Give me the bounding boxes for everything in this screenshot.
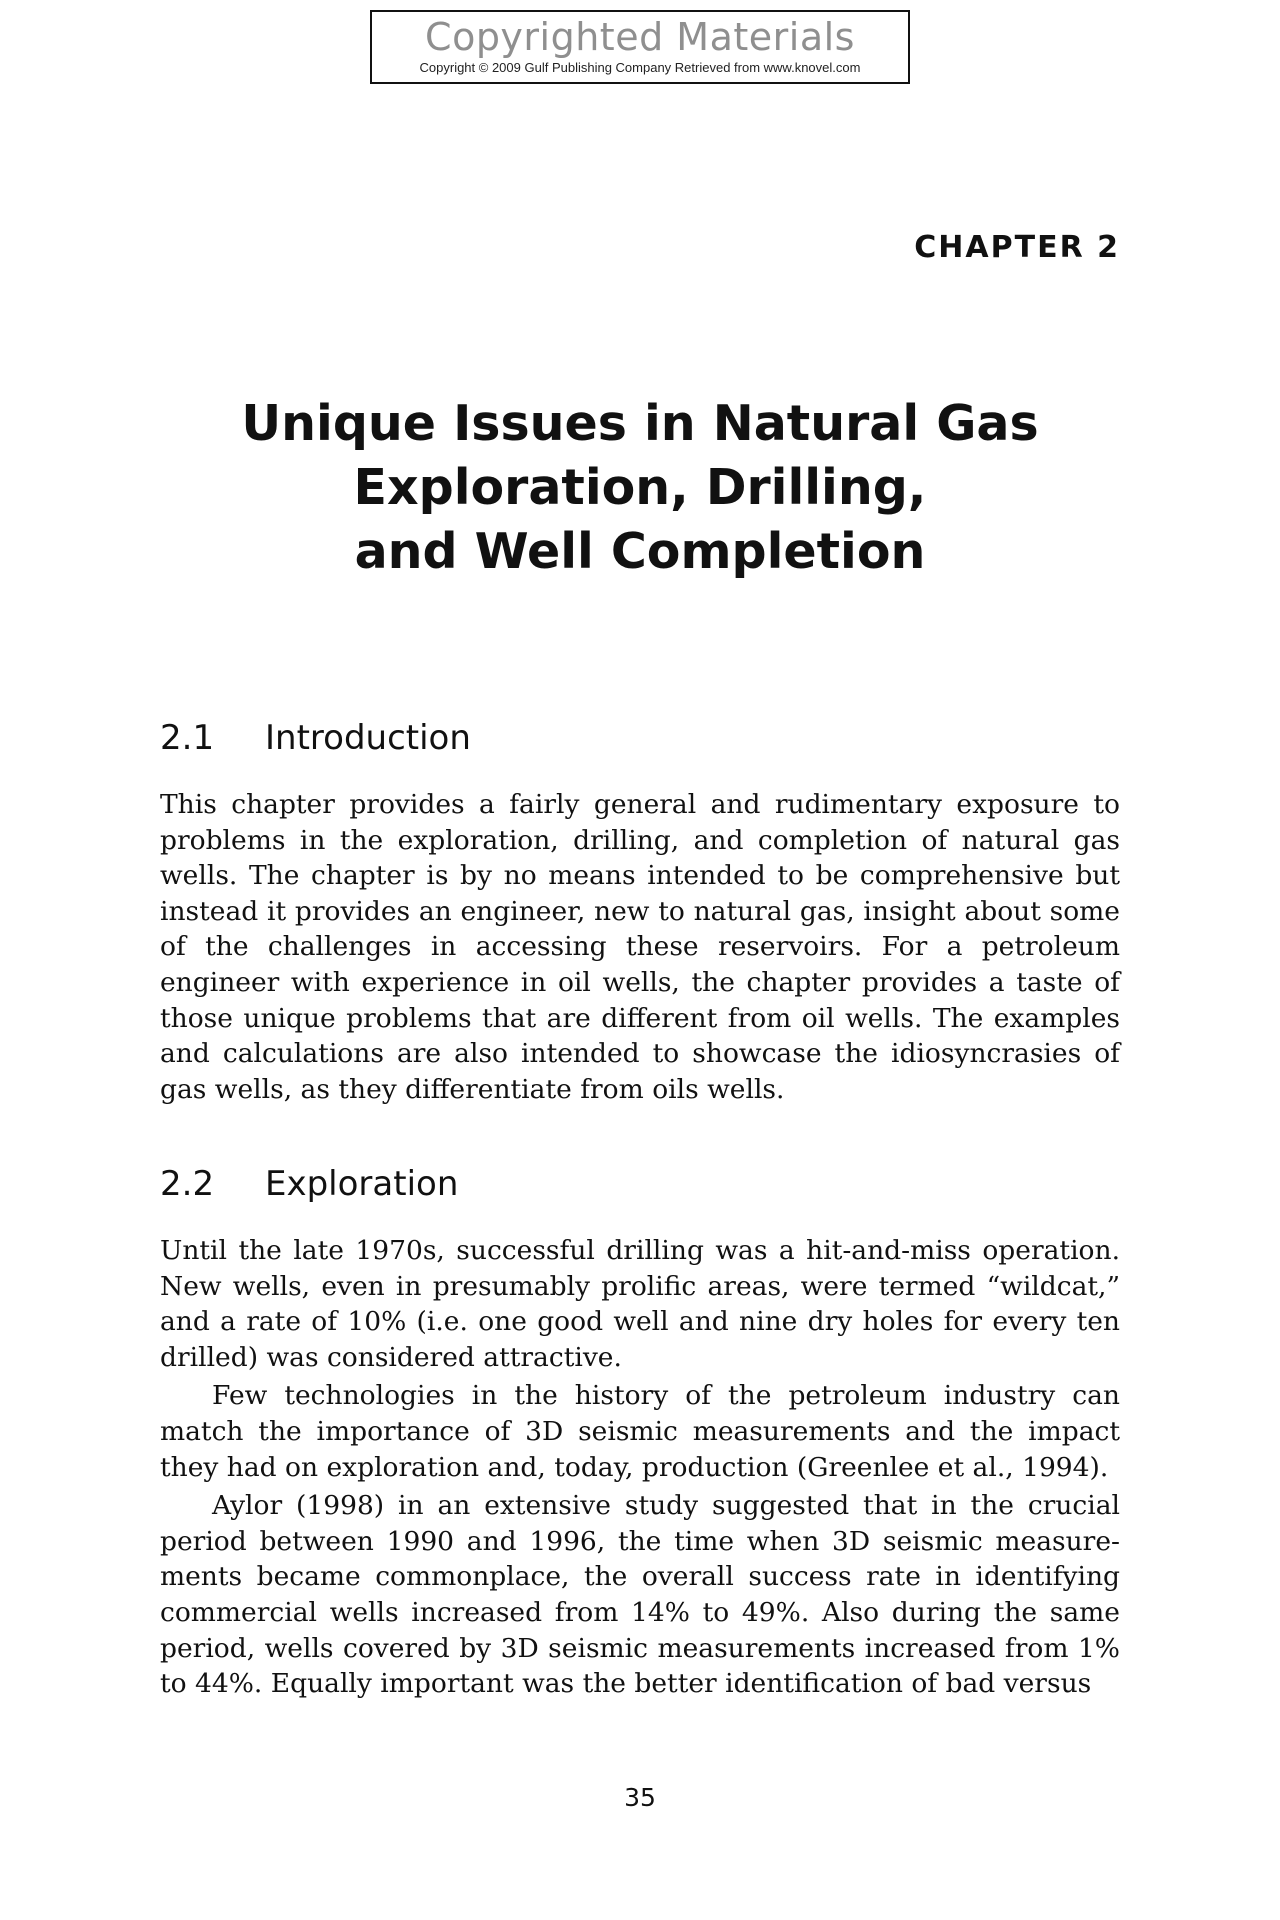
chapter-title-line: Exploration, Drilling, <box>353 459 927 516</box>
paragraph: This chapter provides a fairly general and rudimentary exposure to problems in the exploration, drilling, and completion of natural gas wells. The chapter is by no means intended to be comprehensive but instead it provides an engineer, new to natural gas, insight about some of the challenges in accessing these reservoirs. For a petroleum engineer with experience in oil wells, the chapter provides a taste of those unique problems that are different from oil wells. The examples and calculations are also intended to showcase the idiosyncrasies of gas wells, as they differentiate from oils wells. <box>160 789 1120 1105</box>
copyright-watermark <box>370 10 910 84</box>
chapter-title-line: and Well Completion <box>354 523 926 580</box>
copyright-notice: Copyright © 2009 Gulf Publishing Company Retrieved from www.knovel.com <box>419 60 861 75</box>
chapter-title-line: Unique Issues in Natural Gas <box>241 395 1039 452</box>
section-number: 2.1 <box>160 718 215 758</box>
exploration-body <box>160 1233 1120 1702</box>
page-number: 35 <box>624 1783 656 1812</box>
chapter-title <box>160 392 1120 584</box>
section-number: 2.2 <box>160 1164 215 1204</box>
section-heading-introduction <box>160 718 471 758</box>
paragraph: Few technologies in the history of the petroleum industry can match the importance of 3D seismic measurements and the impact they had on exploration and, today, production (Greenlee et al., 1994). <box>160 1380 1120 1483</box>
section-title: Exploration <box>265 1164 459 1204</box>
paragraph: Until the late 1970s, successful drilling was a hit-and-miss operation. New wells, even in presumably prolific areas, were termed “wildcat,” and a rate of 10% (i.e. one good well and nine dry holes for every ten drilled) was considered attractive. <box>160 1235 1120 1373</box>
section-heading-exploration <box>160 1164 458 1204</box>
chapter-label: CHAPTER 2 <box>914 230 1120 265</box>
section-title: Introduction <box>265 718 471 758</box>
copyright-title: Copyrighted Materials <box>425 15 855 59</box>
paragraph: Aylor (1998) in an extensive study suggested that in the crucial period between 1990 and 1996, the time when 3D seismic measurements became commonplace, the overall success rate in identifying commercial wells increased from 14% to 49%. Also during the same period, wells covered by 3D seismic measurements increased from 1% to 44%. Equally important was the better identification of bad versus <box>160 1490 1120 1700</box>
introduction-body <box>160 787 1120 1107</box>
